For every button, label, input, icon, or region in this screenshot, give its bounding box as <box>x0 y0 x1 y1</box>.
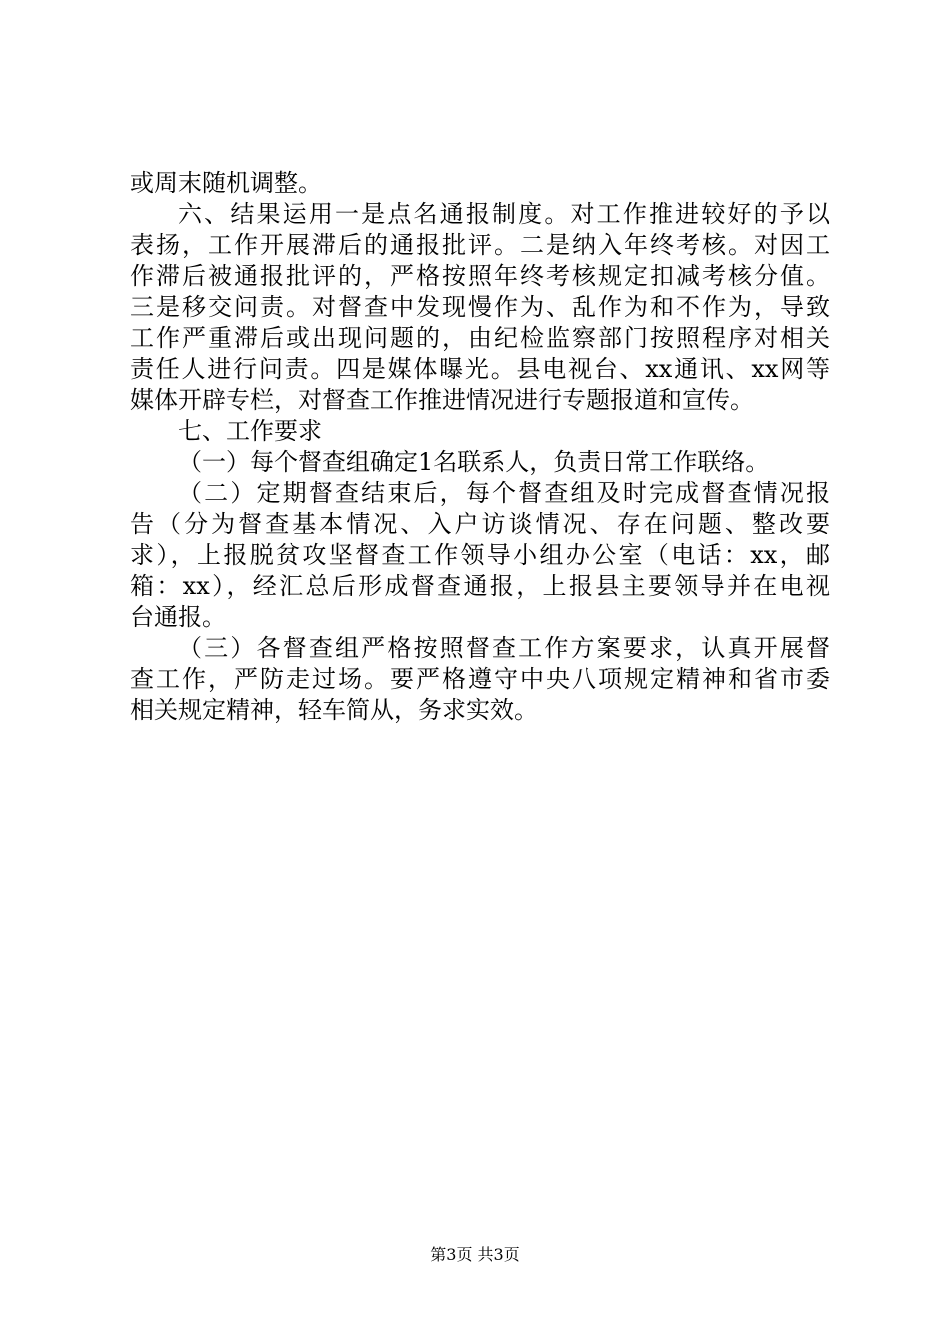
text-line: 或周末随机调整。 <box>130 169 322 197</box>
text-line: （一）每个督查组确定1名联系人，负责日常工作联络。 <box>178 448 770 476</box>
text-line: 求），上报脱贫攻坚督查工作领导小组办公室（电话：xx，邮 <box>130 541 830 569</box>
text-line: 作滞后被通报批评的，严格按照年终考核规定扣减考核分值。 <box>130 262 830 290</box>
text-line: 相关规定精神，轻车简从，务求实效。 <box>130 696 538 724</box>
text-line: 六、结果运用一是点名通报制度。对工作推进较好的予以 <box>178 200 830 228</box>
text-line: 告（分为督查基本情况、入户访谈情况、存在问题、整改要 <box>130 510 830 538</box>
text-line: （三）各督查组严格按照督查工作方案要求，认真开展督 <box>178 634 830 662</box>
page-number-footer: 第3页 共3页 <box>430 1245 520 1264</box>
text-line: 七、工作要求 <box>178 417 322 445</box>
text-line: 查工作，严防走过场。要严格遵守中央八项规定精神和省市委 <box>130 665 830 693</box>
document-body <box>130 168 830 726</box>
text-line: 箱：xx），经汇总后形成督查通报，上报县主要领导并在电视 <box>130 572 830 600</box>
text-line: 台通报。 <box>130 603 226 631</box>
text-line: 责任人进行问责。四是媒体曝光。县电视台、xx通讯、xx网等 <box>130 355 830 383</box>
text-line: 表扬，工作开展滞后的通报批评。二是纳入年终考核。对因工 <box>130 231 830 259</box>
text-line: 媒体开辟专栏，对督查工作推进情况进行专题报道和宣传。 <box>130 386 754 414</box>
text-line: （二）定期督查结束后，每个督查组及时完成督查情况报 <box>178 479 830 507</box>
text-line: 工作严重滞后或出现问题的，由纪检监察部门按照程序对相关 <box>130 324 830 352</box>
text-line: 三是移交问责。对督查中发现慢作为、乱作为和不作为，导致 <box>130 293 830 321</box>
